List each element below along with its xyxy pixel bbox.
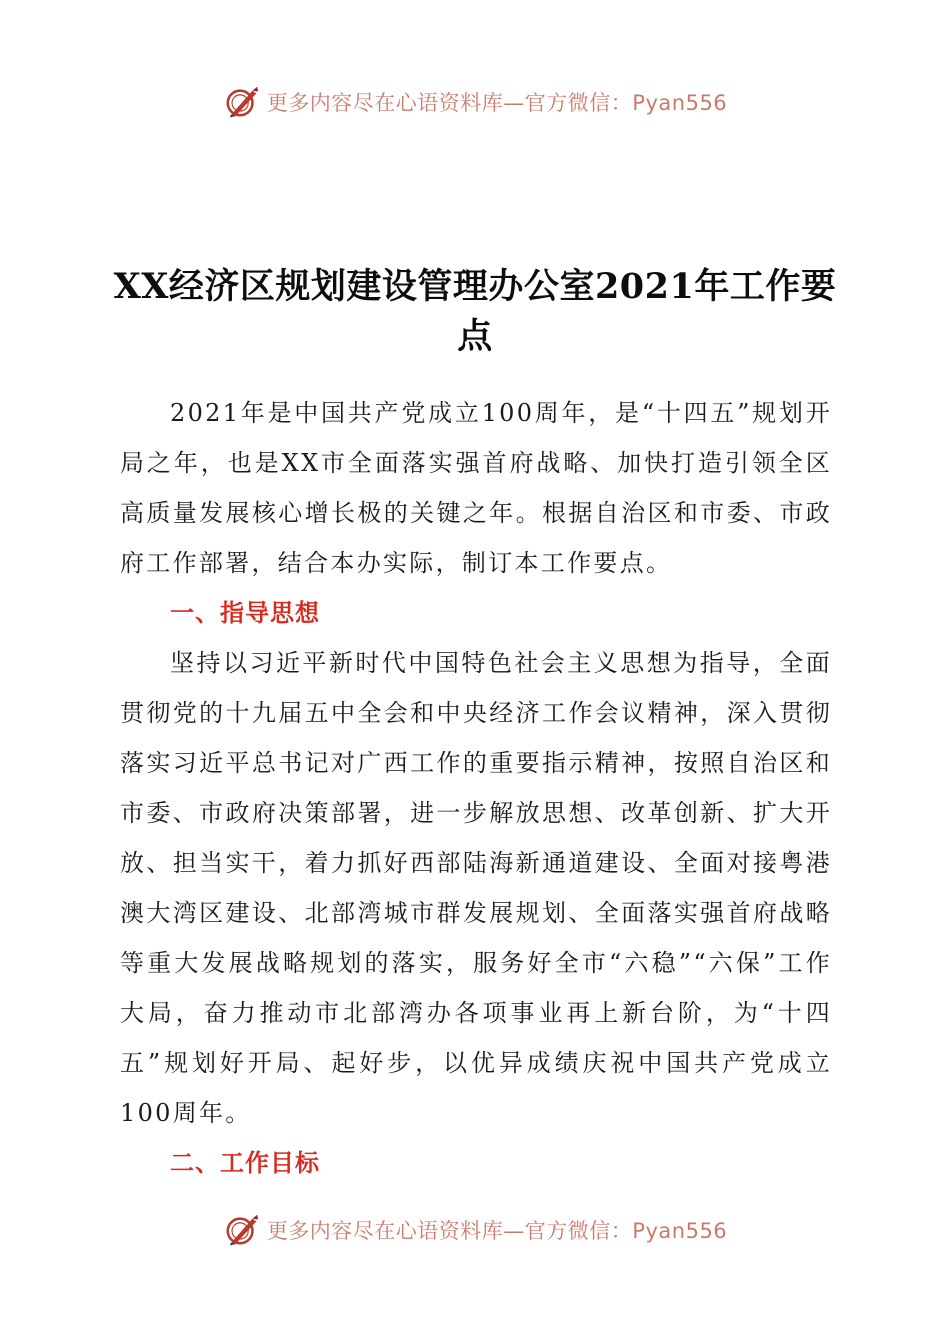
section-heading-guiding-thought: 一、指导思想	[170, 599, 320, 627]
banner-text: 更多内容尽在心语资料库—官方微信：Pyan556	[266, 1219, 728, 1243]
pen-circle-logo-icon	[223, 1211, 261, 1249]
header-banner	[0, 80, 950, 124]
banner-text: 更多内容尽在心语资料库—官方微信：Pyan556	[266, 91, 728, 115]
document-title: XX经济区规划建设管理办公室2021年工作要点	[113, 266, 837, 357]
document-body	[120, 388, 832, 1188]
footer-banner	[0, 1208, 950, 1252]
intro-paragraph: 2021年是中国共产党成立100周年，是“十四五”规划开局之年，也是XX市全面落实强首府战略、加快打造引领全区高质量发展核心增长极的关键之年。根据自治区和市委、市政府工作部署，结合本办实际，制订本工作要点。	[120, 399, 832, 577]
guiding-thought-paragraph: 坚持以习近平新时代中国特色社会主义思想为指导，全面贯彻党的十九届五中全会和中央经济工作会议精神，深入贯彻落实习近平总书记对广西工作的重要指示精神，按照自治区和市委、市政府决策部署，进一步解放思想、改革创新、扩大开放、担当实干，着力抓好西部陆海新通道建设、全面对接粤港澳大湾区建设、北部湾城市群发展规划、全面落实强首府战略等重大发展战略规划的落实，服务好全市“六稳”“六保”工作大局，奋力推动市北部湾办各项事业再上新台阶，为“十四五”规划好开局、起好步，以优异成绩庆祝中国共产党成立100周年。	[120, 649, 832, 1127]
pen-circle-logo-icon	[223, 83, 261, 121]
section-heading-work-goals: 二、工作目标	[170, 1149, 320, 1177]
